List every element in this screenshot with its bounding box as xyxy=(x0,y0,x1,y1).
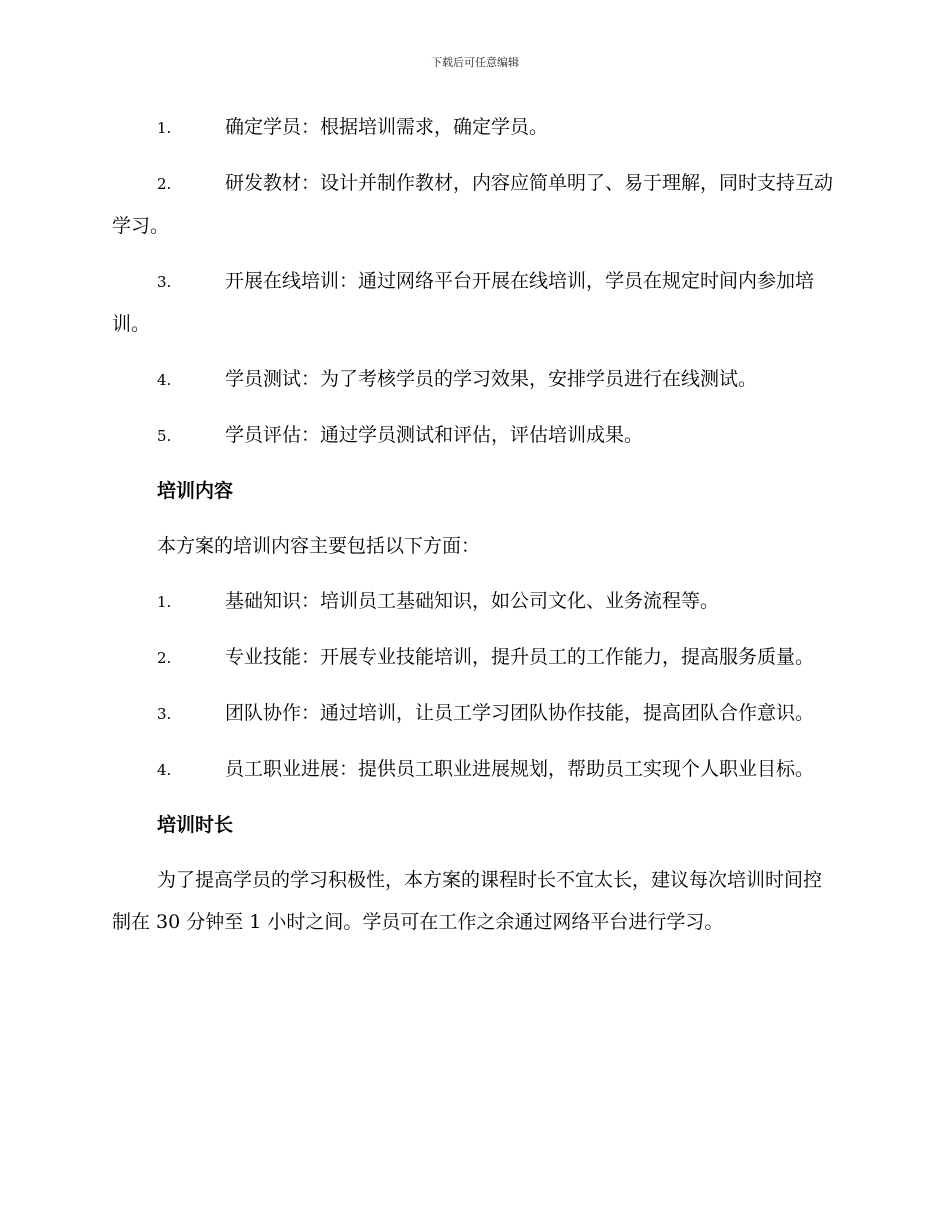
list-item xyxy=(112,636,834,679)
list-item xyxy=(112,106,834,149)
list-item xyxy=(112,162,834,247)
list-number: 4. xyxy=(157,761,172,779)
list-text: 研发教材：设计并制作教材，内容应简单明了、易于理解，同时支持互动学习。 xyxy=(112,172,834,237)
list-text: 基础知识：培训员工基础知识，如公司文化、业务流程等。 xyxy=(225,590,720,612)
list-text: 学员评估：通过学员测试和评估，评估培训成果。 xyxy=(225,424,644,446)
list-number: 2. xyxy=(157,175,172,193)
list-text: 确定学员：根据培训需求，确定学员。 xyxy=(225,116,549,138)
list-text: 开展在线培训：通过网络平台开展在线培训，学员在规定时间内参加培训。 xyxy=(112,270,815,335)
section-body: 为了提高学员的学习积极性，本方案的课程时长不宜太长，建议每次培训时间控制在 30 分钟至 1 小时之间。学员可在工作之余通过网络平台进行学习。 xyxy=(112,869,823,933)
document-body xyxy=(112,106,834,956)
page-header: 下载后可任意编辑 xyxy=(431,56,519,69)
list-item xyxy=(112,580,834,623)
list-item xyxy=(112,692,834,735)
list-text: 团队协作：通过培训，让员工学习团队协作技能，提高团队合作意识。 xyxy=(225,702,815,724)
list-item xyxy=(112,414,834,457)
list-number: 4. xyxy=(157,371,172,389)
section-heading-training-duration: 培训时长 xyxy=(157,814,234,836)
list-number: 1. xyxy=(157,593,172,611)
list-item xyxy=(112,358,834,401)
list-number: 3. xyxy=(157,705,172,723)
list-text: 学员测试：为了考核学员的学习效果，安排学员进行在线测试。 xyxy=(225,368,758,390)
section-heading-training-content: 培训内容 xyxy=(157,480,234,502)
list-number: 1. xyxy=(157,119,172,137)
list-item xyxy=(112,748,834,791)
list-text: 员工职业进展：提供员工职业进展规划，帮助员工实现个人职业目标。 xyxy=(225,758,815,780)
list-item xyxy=(112,260,834,345)
list-number: 2. xyxy=(157,649,172,667)
list-number: 3. xyxy=(157,273,172,291)
section-intro: 本方案的培训内容主要包括以下方面： xyxy=(157,535,481,557)
list-text: 专业技能：开展专业技能培训，提升员工的工作能力，提高服务质量。 xyxy=(225,646,815,668)
list-number: 5. xyxy=(157,427,172,445)
